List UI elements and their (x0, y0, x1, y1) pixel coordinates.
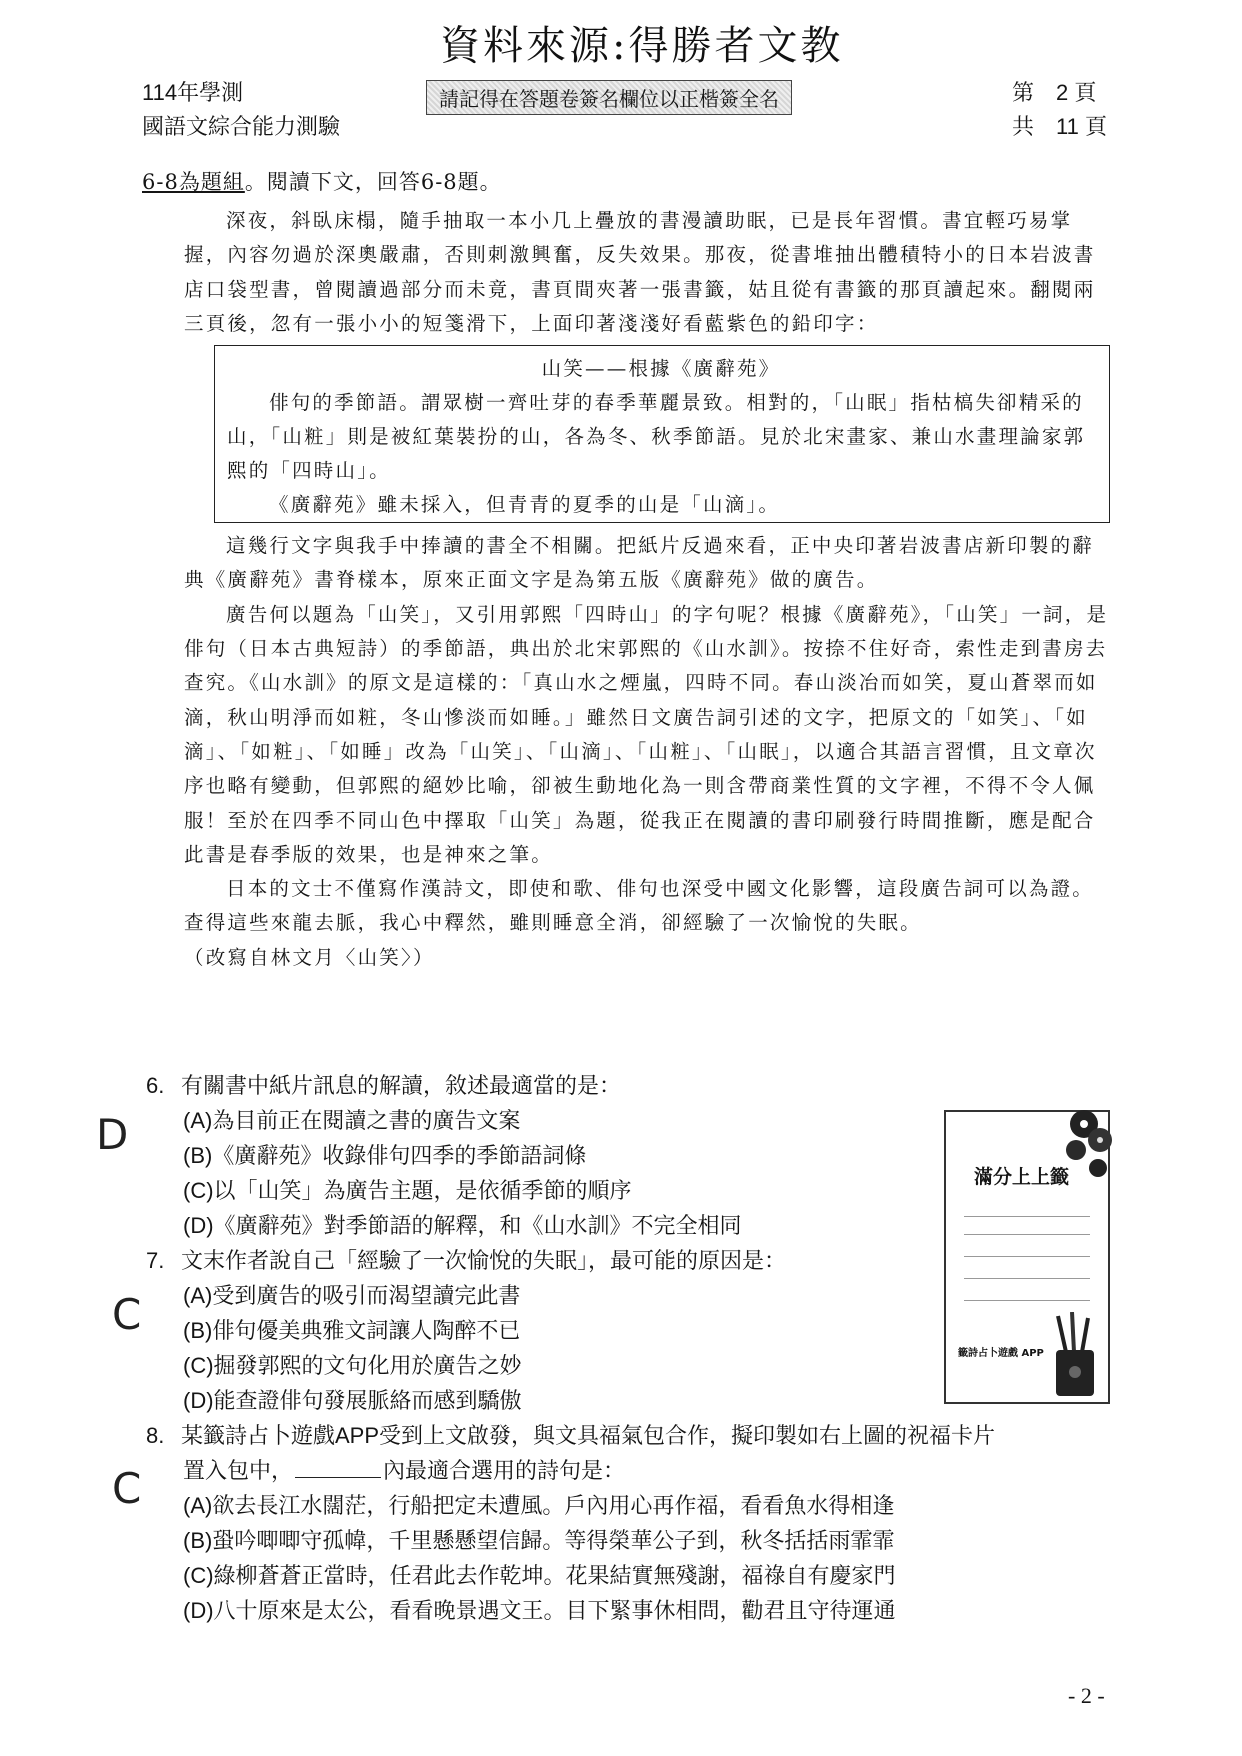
page-number: - 2 - (1068, 1683, 1105, 1708)
blessing-card-image (944, 1110, 1110, 1404)
card-line (964, 1278, 1090, 1279)
option-a: (A)受到廣告的吸引而渴望讀完此書 (183, 1283, 521, 1308)
option-d: (D)能查證俳句發展脈絡而感到驕傲 (183, 1388, 522, 1413)
option-a: (A)為目前正在閱讀之書的廣告文案 (183, 1108, 521, 1133)
reading-passage (184, 204, 1112, 975)
passage-source: （改寫自林文月〈山笑〉） (184, 945, 435, 969)
option-d: (D)《廣辭苑》對季節語的解釋，和《山水訓》不完全相同 (183, 1213, 742, 1238)
question-8 (146, 1418, 1116, 1628)
bookmark-text-box (214, 345, 1110, 523)
option-b: (B)俳句優美典雅文詞讓人陶醉不已 (183, 1318, 521, 1343)
group-range: 6-8為題組 (142, 170, 245, 194)
bookmark-paragraph-2: 《廣辭苑》雖未採入，但青青的夏季的山是「山滴」。 (269, 493, 781, 517)
card-title: 滿分上上籤 (974, 1166, 1070, 1188)
question-number: 8. (146, 1423, 165, 1448)
question-6 (146, 1068, 1026, 1243)
question-number: 7. (146, 1248, 165, 1273)
question-7 (146, 1243, 1026, 1418)
option-b: (B)《廣辭苑》收錄俳句四季的季節語詞條 (183, 1143, 587, 1168)
card-line (964, 1300, 1090, 1301)
stem-suffix: 內最適合選用的詩句是： (383, 1458, 626, 1483)
answer-blank (295, 1461, 381, 1478)
card-line (964, 1256, 1090, 1257)
handwritten-mark-q6: D (96, 1110, 129, 1159)
handwritten-mark-q8: C (112, 1464, 142, 1513)
total-pages-label: 共 11 頁 (1012, 114, 1107, 139)
card-line (964, 1234, 1090, 1235)
exam-year: 114年學測 (142, 80, 244, 105)
option-c: (C)以「山笑」為廣告主題，是依循季節的順序 (183, 1178, 632, 1203)
handwritten-mark-q7: C (112, 1290, 142, 1339)
option-b: (B)蛩吟唧唧守孤幃，千里懸懸望信歸。等得榮華公子到，秋冬括括雨霏霏 (183, 1528, 895, 1553)
option-c: (C)綠柳蒼蒼正當時，任君此去作乾坤。花果結實無殘謝，福祿自有慶家門 (183, 1563, 896, 1588)
question-stem: 有關書中紙片訊息的解讀，敘述最適當的是： (181, 1073, 622, 1098)
signature-notice: 請記得在答題卷簽名欄位以正楷簽全名 (426, 80, 792, 115)
passage-paragraph-2: 這幾行文字與我手中捧讀的書全不相關。把紙片反過來看，正中央印著岩波書店新印製的辭典《廣辭苑》書脊樣本，原來正面文字是為第五版《廣辭苑》做的廣告。 (184, 534, 1095, 592)
question-number: 6. (146, 1073, 165, 1098)
option-a: (A)欲去長江水闊茫，行船把定未遭風。戶內用心再作福，看看魚水得相逢 (183, 1493, 895, 1518)
bookmark-paragraph-1: 俳句的季節語。謂眾樹一齊吐芽的春季華麗景致。相對的，「山眠」指枯槁失卻精采的山，「山粧」則是被紅葉裝扮的山，各為冬、秋季節語。見於北宋畫家、兼山水畫理論家郭熙的「四時山」。 (227, 391, 1086, 483)
option-d: (D)八十原來是太公，看看晚景遇文王。目下緊事休相問，勸君且守待運通 (183, 1598, 896, 1623)
question-stem-line-2 (146, 1453, 1116, 1488)
page-label: 第 2 頁 (1012, 80, 1097, 105)
passage-paragraph-4: 日本的文士不僅寫作漢詩文，即使和歌、俳句也深受中國文化影響，這段廣告詞可以為證。查得這些來龍去脈，我心中釋然，雖則睡意全消，卻經驗了一次愉悅的失眠。 (184, 877, 1095, 935)
bookmark-title: 山笑——根據《廣辭苑》 (541, 357, 781, 381)
source-stamp: 資料來源:得勝者文教 (440, 23, 844, 69)
group-intro (142, 166, 502, 196)
stem-prefix: 置入包中， (183, 1458, 294, 1483)
question-stem: 文末作者說自己「經驗了一次愉悅的失眠」，最可能的原因是： (181, 1248, 787, 1273)
card-caption: 籤詩占卜遊戲 APP (958, 1348, 1044, 1359)
card-line (964, 1216, 1090, 1217)
question-stem: 某籤詩占卜遊戲APP受到上文啟發，與文具福氣包合作，擬印製如右上圖的祝福卡片 (181, 1423, 996, 1448)
passage-paragraph-1: 深夜，斜臥床榻，隨手抽取一本小几上疊放的書漫讀助眠，已是長年習慣。書宜輕巧易掌握，內容勿過於深奧嚴肅，否則刺激興奮，反失效果。那夜，從書堆抽出體積特小的日本岩波書店口袋型書，曾閱讀過部分而未竟，書頁間夾著一張書籤，姑且從有書籤的那頁讀起來。翻閱兩三頁後，忽有一張小小的短箋滑下，上面印著淺淺好看藍紫色的鉛印字： (184, 209, 1096, 335)
fortune-sticks-cup-icon (1046, 1312, 1102, 1398)
option-c: (C)掘發郭熙的文句化用於廣告之妙 (183, 1353, 522, 1378)
group-instruction: 。閱讀下文，回答6-8題。 (244, 170, 502, 194)
passage-paragraph-3: 廣告何以題為「山笑」，又引用郭熙「四時山」的字句呢？根據《廣辭苑》，「山笑」一詞，是俳句（日本古典短詩）的季節語，典出於北宋郭熙的《山水訓》。按捺不住好奇，索性走到書房去查究。《山水訓》的原文是這樣的：「真山水之煙嵐，四時不同。春山淡冶而如笑，夏山蒼翠而如滴，秋山明淨而如粧，冬山慘淡而如睡。」雖然日文廣告詞引述的文字，把原文的「如笑」、「如滴」、「如粧」、「如睡」改為「山笑」、「山滴」、「山粧」、「山眠」，以適合其語言習慣，且文章次序也略有變動，但郭熙的絕妙比喻，卻被生動地化為一則含帶商業性質的文字裡，不得不令人佩服！至於在四季不同山色中擇取「山笑」為題，從我正在閱讀的書印刷發行時間推斷，應是配合此書是春季版的效果，也是神來之筆。 (184, 602, 1109, 866)
exam-name: 國語文綜合能力測驗 (142, 114, 341, 139)
